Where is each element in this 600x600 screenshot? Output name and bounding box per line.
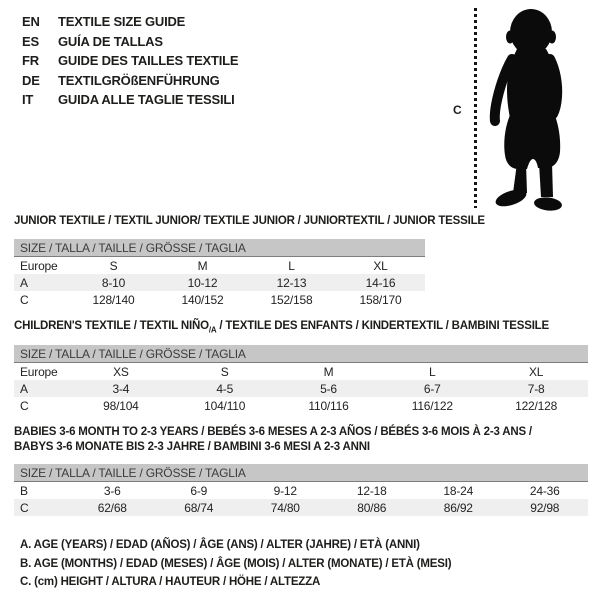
size-cell: L — [429, 364, 436, 379]
language-row-de — [22, 71, 238, 91]
table-row — [14, 239, 425, 257]
age-cell: 10-12 — [158, 274, 247, 291]
language-row-en — [22, 12, 238, 32]
height-measure-label: C — [453, 103, 462, 117]
height-cell: 158/170 — [359, 292, 402, 307]
size-cell: L — [288, 258, 295, 273]
language-code: ES — [22, 33, 39, 49]
height-cell: 104/110 — [204, 398, 246, 413]
babies-title-line-1: BABIES 3-6 MONTH TO 2-3 YEARS / BEBÉS 3-6 MESES A 2-3 AÑOS / BÉBÉS 3-6 MOIS À 2-3 ANS / — [14, 426, 532, 438]
age-cell: 24-36 — [529, 483, 560, 498]
size-cell: XL — [528, 364, 544, 379]
size-cell: S — [220, 364, 229, 379]
height-cell: 110/116 — [308, 398, 349, 413]
table-row — [14, 345, 588, 363]
children-table-title — [14, 320, 549, 334]
legend-footnotes — [20, 536, 451, 592]
language-code: IT — [22, 92, 34, 108]
babies-size-table — [14, 464, 588, 516]
height-cell: 68/74 — [156, 499, 243, 516]
language-code: FR — [22, 53, 39, 69]
size-header-bar: SIZE / TALLA / TAILLE / GRÖSSE / TAGLIA — [14, 464, 588, 482]
size-header-bar: SIZE / TALLA / TAILLE / GRÖSSE / TAGLIA — [14, 239, 425, 257]
language-title: GUIDE DES TAILLES TEXTILE — [58, 53, 239, 69]
language-row-it — [22, 90, 238, 110]
language-row-fr — [22, 51, 238, 71]
language-code: EN — [22, 14, 40, 30]
age-cell: 5-6 — [277, 380, 381, 397]
table-row — [14, 291, 425, 308]
table-row — [14, 482, 588, 500]
table-row — [14, 257, 425, 275]
age-cell: 4-5 — [173, 380, 277, 397]
title-subscript: /A — [208, 325, 217, 335]
size-cell: M — [323, 364, 334, 379]
age-cell: 8-10 — [69, 274, 158, 291]
height-cell: 152/158 — [270, 292, 313, 307]
row-label: A — [14, 380, 69, 397]
height-cell: 128/140 — [92, 292, 135, 307]
age-cell: 6-7 — [380, 380, 484, 397]
row-label: Europe — [20, 364, 58, 379]
height-cell: 116/122 — [411, 398, 453, 413]
title-text: / TEXTILE DES ENFANTS / KINDERTEXTIL / BAMBINI TESSILE — [216, 320, 549, 332]
row-label: C — [20, 398, 29, 413]
language-title: GUIDA ALLE TAGLIE TESSILI — [58, 92, 235, 108]
age-cell: 9-12 — [273, 483, 297, 498]
footnote-c: C. (cm) HEIGHT / ALTURA / HAUTEUR / HÖHE / ALTEZZA — [20, 576, 321, 588]
table-row — [14, 380, 588, 397]
age-cell: 12-13 — [247, 274, 336, 291]
table-row — [14, 274, 425, 291]
height-cell: 62/68 — [69, 499, 156, 516]
age-cell: 3-4 — [69, 380, 173, 397]
age-cell: 6-9 — [190, 483, 208, 498]
footnote-a: A. AGE (YEARS) / EDAD (AÑOS) / ÂGE (ANS) / ALTER (JAHRE) / ETÀ (ANNI) — [20, 539, 420, 551]
age-cell: 7-8 — [484, 380, 588, 397]
children-size-table — [14, 345, 588, 414]
language-title: GUÍA DE TALLAS — [58, 33, 163, 49]
row-label: A — [14, 274, 69, 291]
height-cell: 98/104 — [103, 398, 139, 413]
junior-table-title: JUNIOR TEXTILE / TEXTIL JUNIOR/ TEXTILE JUNIOR / JUNIORTEXTIL / JUNIOR TESSILE — [14, 215, 485, 227]
size-cell: S — [109, 258, 118, 273]
junior-size-table — [14, 239, 425, 308]
height-cell: 86/92 — [415, 499, 502, 516]
height-cell: 80/86 — [329, 499, 416, 516]
table-row — [14, 363, 588, 381]
size-cell: XS — [113, 364, 129, 379]
table-row — [14, 464, 588, 482]
height-cell: 122/128 — [515, 398, 558, 413]
age-cell: 3-6 — [103, 483, 121, 498]
row-label: C — [14, 499, 69, 516]
table-row — [14, 397, 588, 414]
footnote-b: B. AGE (MONTHS) / EDAD (MESES) / ÂGE (MOIS) / ALTER (MONATE) / ETÀ (MESI) — [20, 557, 452, 570]
height-cell: 92/98 — [502, 499, 589, 516]
age-cell: 12-18 — [356, 483, 387, 498]
height-cell: 74/80 — [242, 499, 329, 516]
language-code: DE — [22, 72, 40, 88]
size-cell: M — [197, 258, 208, 273]
age-cell: 18-24 — [443, 483, 474, 498]
title-text: CHILDREN'S TEXTILE / TEXTIL NIÑO — [14, 320, 209, 332]
height-cell: 140/152 — [181, 292, 224, 307]
row-label: Europe — [20, 258, 58, 273]
table-row — [14, 499, 588, 516]
babies-table-title — [14, 425, 532, 455]
row-label: C — [20, 292, 29, 307]
language-title: TEXTILE SIZE GUIDE — [58, 14, 186, 30]
language-title-list — [22, 12, 238, 110]
language-title: TEXTILGRÖßENFÜHRUNG — [58, 72, 220, 88]
toddler-silhouette-image — [487, 5, 579, 212]
babies-title-line-2: BABYS 3-6 MONATE BIS 2-3 JAHRE / BAMBINI 3-6 MESI A 2-3 ANNI — [14, 441, 370, 453]
language-row-es — [22, 32, 238, 52]
size-cell: XL — [373, 258, 388, 273]
row-label: B — [20, 483, 28, 498]
size-header-bar: SIZE / TALLA / TAILLE / GRÖSSE / TAGLIA — [14, 345, 588, 363]
height-measure-dotted-line — [474, 8, 477, 208]
age-cell: 14-16 — [336, 274, 425, 291]
